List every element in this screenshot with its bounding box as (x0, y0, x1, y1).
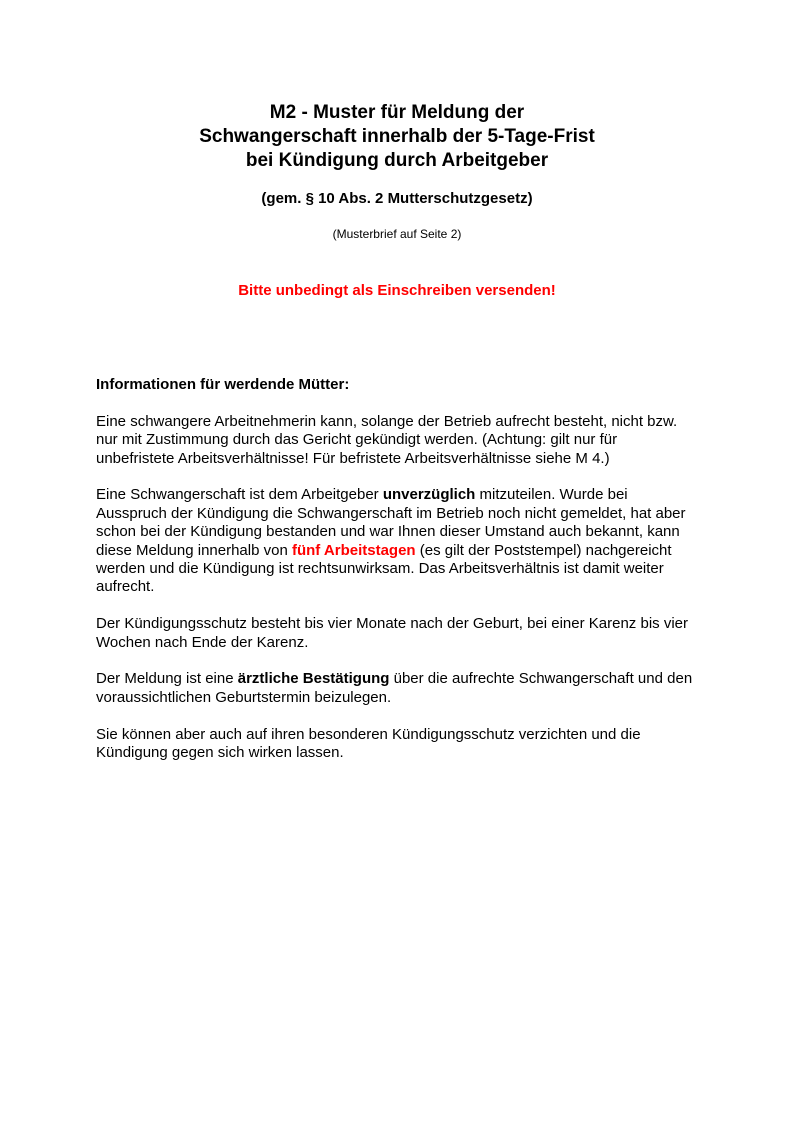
document-note: (Musterbrief auf Seite 2) (332, 227, 462, 241)
paragraph-2-bold-unverzueglich: unverzüglich (382, 486, 476, 504)
info-heading: Informationen für werdende Mütter: (96, 376, 350, 393)
warning-text: Bitte unbedingt als Einschreiben versenden! (238, 282, 556, 299)
paragraph-2-text: mitzuteilen. Wurde bei Ausspruch der Kündigung die Schwangerschaft im Betrieb noch nicht gemeldet, hat aber schon bei der Kündigung bestanden und war Ihnen dieser Umstand auch bekannt, kann diese Meldung innerhalb von (96, 486, 686, 559)
title-line-1: M2 - Muster für Meldung der (269, 102, 525, 123)
document-body (96, 376, 698, 762)
document-subtitle: (gem. § 10 Abs. 2 Mutterschutzgesetz) (261, 190, 533, 207)
paragraph-3: Der Kündigungsschutz besteht bis vier Monate nach der Geburt, bei einer Karenz bis vier Wochen nach Ende der Karenz. (96, 615, 688, 651)
paragraph-2 (96, 486, 698, 596)
paragraph-2-text: Eine Schwangerschaft ist dem Arbeitgeber (96, 486, 383, 504)
paragraph-5: Sie können aber auch auf ihren besonderen Kündigungsschutz verzichten und die Kündigung gegen sich wirken lassen. (96, 725, 641, 762)
paragraph-4-text: über die aufrechte Schwangerschaft und den voraussichtlichen Geburtstermin beizulegen. (96, 670, 693, 706)
title-line-3: bei Kündigung durch Arbeitgeber (245, 150, 549, 171)
paragraph-2-text: (es gilt der Poststempel) nachgereicht werden und die Kündigung ist rechtsunwirksam. Das Arbeitsverhältnis ist damit weiter aufrecht. (96, 541, 672, 596)
document-title (0, 0, 794, 173)
paragraph-4-text: Der Meldung ist eine (96, 670, 238, 688)
paragraph-1: Eine schwangere Arbeitnehmerin kann, solange der Betrieb aufrecht besteht, nicht bzw. nur mit Zustimmung durch das Gericht gekündigt werden. (Achtung: gilt nur für unbefristete Arbeitsverhältnisse! Für befristete Arbeitsverhältnisse siehe M 4.) (96, 412, 678, 467)
paragraph-2-red-fuenf-arbeitstagen: fünf Arbeitstagen (291, 541, 416, 559)
paragraph-4-bold-aerztliche-bestaetigung: ärztliche Bestätigung (237, 670, 390, 688)
paragraph-4 (96, 670, 698, 707)
title-line-2: Schwangerschaft innerhalb der 5-Tage-Frist (199, 126, 595, 147)
